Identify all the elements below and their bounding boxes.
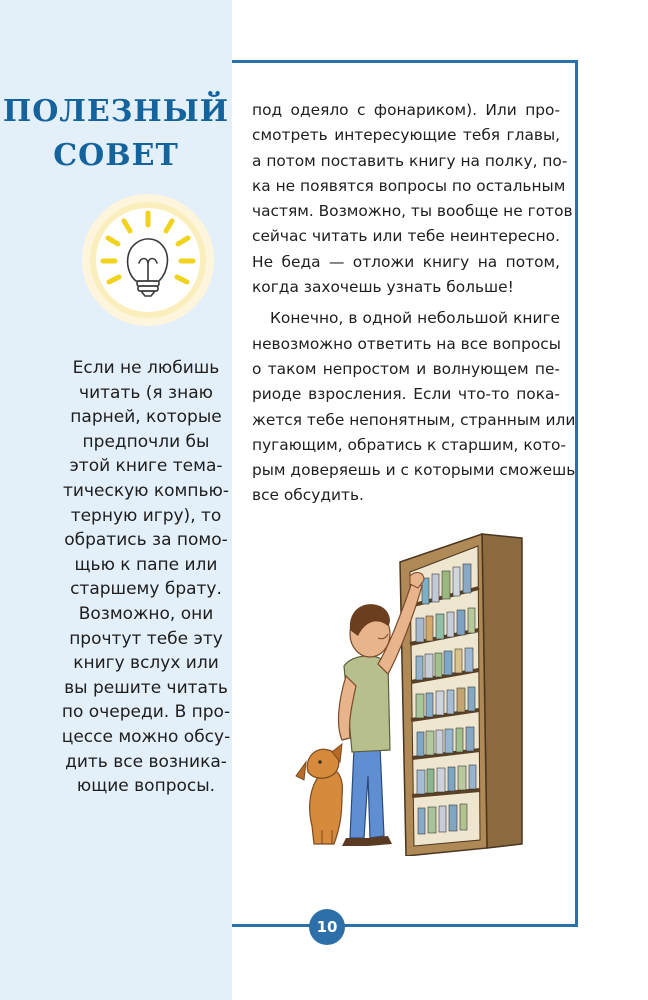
paragraph-1: [252, 98, 573, 300]
tip-line: Если не любишь: [72, 358, 220, 378]
text-line: жется тебе непонятным, странным или: [252, 410, 576, 429]
tip-sidebar: [0, 0, 232, 1000]
text-line: сейчас читать или тебе неинтересно.: [252, 227, 560, 246]
page-number: 10: [309, 909, 345, 945]
text-line: все обсудить.: [252, 486, 364, 505]
tip-line: по очереди. В про-: [61, 702, 231, 723]
text-line: Конечно, в одной небольшой книге: [270, 309, 560, 328]
tip-line: парней, которые: [70, 407, 222, 428]
tip-line: щью к папе или: [74, 554, 218, 575]
text-line: под одеяло с фонариком). Или про-: [252, 101, 560, 119]
boy-bookshelf-dog-illustration: [282, 526, 532, 856]
tip-line: этой книге тема-: [69, 456, 223, 477]
tip-line: обратись за помо-: [64, 530, 228, 551]
lightbulb-icon: [79, 191, 217, 329]
tip-title-line2: СОВЕТ: [53, 138, 179, 173]
text-line: рым доверяешь и с которыми сможешь: [252, 461, 576, 480]
text-line: Не беда — отложи книгу на потом,: [252, 252, 560, 271]
tip-line: цессе можно обсу-: [61, 726, 231, 747]
main-text: [252, 98, 576, 509]
tip-line: книгу вслух или: [73, 653, 219, 674]
tip-text: [58, 356, 234, 799]
text-line: о таком непростом и волнующем пе-: [252, 359, 560, 378]
tip-line: тическую компью-: [63, 480, 229, 501]
tip-line: прочтут тебе эту: [69, 628, 223, 649]
text-line: невозможно ответить на все вопросы: [252, 334, 561, 353]
tip-line: вы решите читать: [64, 677, 228, 698]
text-line: частям. Возможно, ты вообще не готов: [252, 202, 573, 221]
tip-line: читать (я знаю: [79, 382, 213, 403]
text-line: ка не появятся вопросы по остальным: [252, 176, 566, 195]
tip-line: старшему брату.: [70, 579, 222, 600]
tip-line: Возможно, они: [78, 603, 214, 624]
text-line: пугающим, обратись к старшим, кото-: [252, 435, 566, 454]
text-line: а потом поставить книгу на полку, по-: [252, 151, 568, 170]
tip-line: предпочли бы: [82, 431, 210, 452]
paragraph-2: [252, 306, 576, 508]
tip-title-line1: ПОЛЕЗНЫЙ: [2, 94, 230, 129]
tip-line: ющие вопросы.: [76, 776, 216, 797]
text-line: риоде взросления. Если что-то пока-: [252, 385, 560, 404]
text-line: когда захочешь узнать больше!: [252, 278, 514, 297]
text-line: смотреть интересующие тебя главы,: [252, 126, 560, 145]
tip-line: терную игру), то: [70, 505, 222, 526]
tip-line: дить все возника-: [65, 751, 227, 772]
